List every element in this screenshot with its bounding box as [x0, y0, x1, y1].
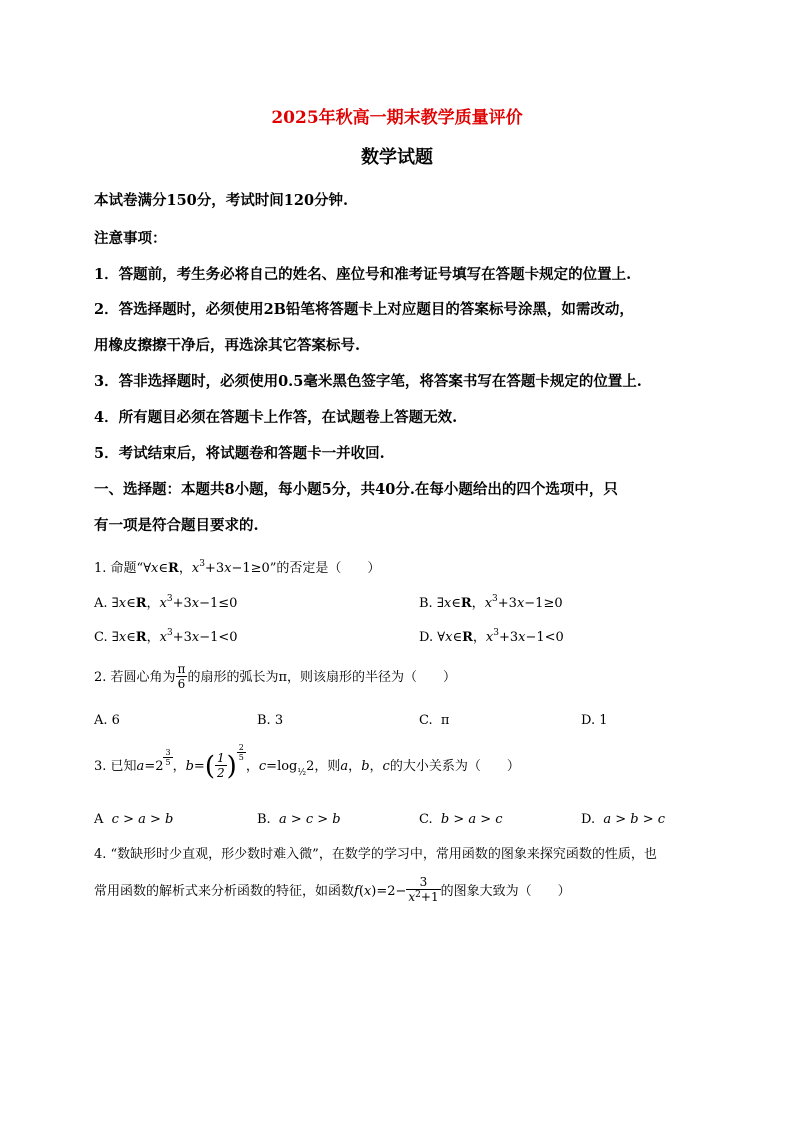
- q1-option-a[interactable]: A. ∃x∈R，$x^3+3x-1\le 0$: [94, 594, 238, 611]
- exam-title: 2025年秋高一期末教学质量评价: [271, 108, 523, 128]
- notice-3: 3．答非选择题时，必须使用0.5毫米黑色签字笔，将答案书写在答题卡规定的位置上.: [94, 373, 642, 390]
- notice-4: 4．所有题目必须在答题卡上作答，在试题卷上答题无效.: [94, 409, 458, 426]
- notice-2-continued: 用橡皮擦擦干净后，再选涂其它答案标号.: [94, 337, 361, 354]
- q1-option-b[interactable]: B. ∃x∈R，$x^3+3x-1\ge 0$: [419, 594, 563, 611]
- notice-2: 2．答选择题时，必须使用2B铅笔将答题卡上对应题目的答案标号涂黑，如需改动，: [94, 301, 634, 318]
- question-4-line2: 常用函数的解析式来分析函数的特征，如函数f(x)=2− $\frac{3}{x^2+1}$ 的图象大致为（ ）: [94, 875, 571, 904]
- q3-a-expression: a=2 $^{\frac{3}{5}}$: [136, 748, 171, 774]
- question-2: 2. 若圆心角为 $\frac{\pi}{6}$ 的扇形的弧长为π，则该扇形的半径为（ ）: [94, 662, 457, 691]
- q3-option-c[interactable]: C. b > a > c: [419, 812, 503, 827]
- notice-5: 5．考试结束后，将试题卷和答题卡一并收回.: [94, 445, 385, 462]
- q3-option-a[interactable]: A c > a > b: [94, 812, 174, 827]
- q2-option-d[interactable]: D. 1: [581, 713, 608, 728]
- q1-option-d[interactable]: D. ∀x∈R，$x^3+3x-1<0$: [419, 628, 564, 645]
- question-1: [94, 557, 380, 576]
- section1-line1: 一、选择题：本题共8小题，每小题5分，共40分.在每小题给出的四个选项中，只: [94, 481, 618, 498]
- q3-c-expression: $c=\log_{\frac{1}{2}}2$: [258, 759, 315, 778]
- q3-option-d[interactable]: D. a > b > c: [581, 812, 666, 827]
- section1-line2: 有一项是符合题目要求的.: [94, 517, 259, 534]
- q1-suffix: ”的否定是（ ）: [269, 561, 381, 576]
- q4-function-expression: f(x)=2− $\frac{3}{x^2+1}$: [354, 875, 439, 904]
- exam-subtitle: 数学试题: [361, 147, 433, 168]
- q2-option-c[interactable]: C. π: [419, 713, 450, 728]
- notice-heading: 注意事项：: [94, 230, 167, 247]
- question-3: 3. 已知a=2 $^{\frac{3}{5}}$ ，b=( $\frac{1}{2}$ ) $^{\frac{2}{5}}$ ，$c=\log_{\frac{1}{2}}2$，则a，b，c的大小关系为（ ）: [94, 743, 520, 782]
- question-4-line1: 4. “数缺形时少直观，形少数时难入微”，在数学的学习中，常用函数的图象来探究函数的性质，也: [94, 847, 657, 862]
- q3-b-expression: b=( $\frac{1}{2}$ ) $^{\frac{2}{5}}$: [185, 743, 244, 782]
- intro-line: 本试卷满分150分，考试时间120分钟.: [94, 192, 349, 209]
- q1-option-c[interactable]: C. ∃x∈R，$x^3+3x-1<0$: [94, 628, 238, 645]
- q1-prefix: 1. 命题“: [94, 561, 144, 576]
- q3-option-b[interactable]: B. a > c > b: [257, 812, 341, 827]
- notice-1: 1．答题前，考生务必将自己的姓名、座位号和准考证号填写在答题卡规定的位置上.: [94, 266, 632, 283]
- q2-option-a[interactable]: A. 6: [94, 713, 120, 728]
- q1-proposition: ∀x∈R，$x^3+3x-1\ge 0$: [143, 559, 270, 576]
- q2-option-b[interactable]: B. 3: [257, 713, 284, 728]
- pi-over-6-fraction: $\frac{\pi}{6}$: [177, 662, 186, 691]
